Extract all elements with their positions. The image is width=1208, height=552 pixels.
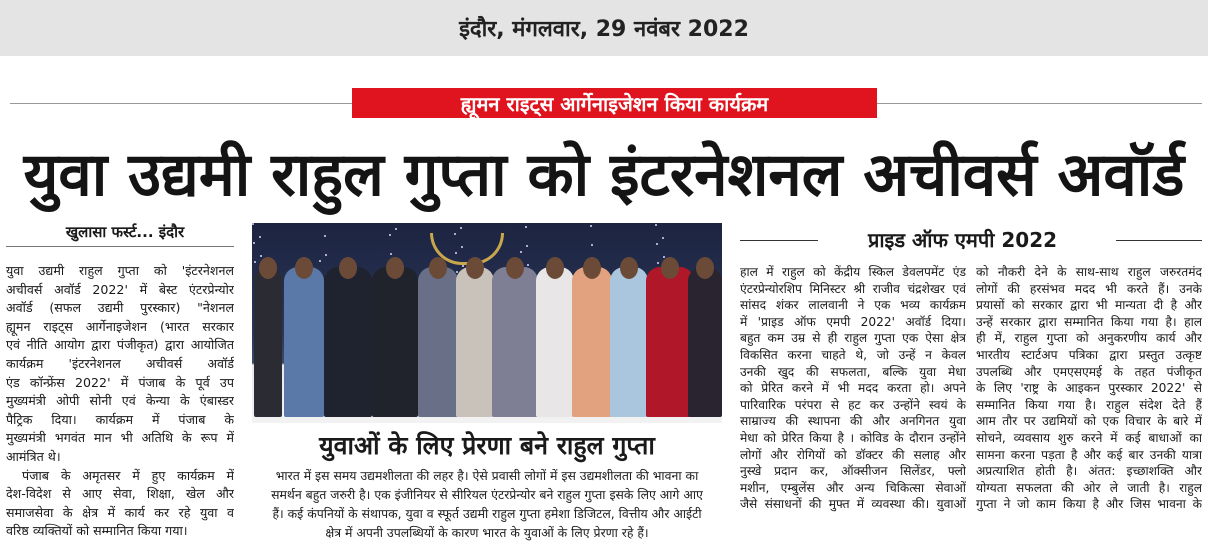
text-line: विकसित करना चाहते थे, जो उन्हें न केवल xyxy=(740,347,966,362)
text-line: एंड कॉन्फ्रेंस 2022' में पंजाब के पूर्व उप xyxy=(6,374,234,390)
left-column xyxy=(6,262,234,541)
text-line: अवॉर्ड (सफल उद्यमी पुरस्कार) "नेशनल xyxy=(6,300,234,316)
person-head xyxy=(620,257,638,279)
text-line: उनकी खुद की सफलता, बल्कि युवा मेधा xyxy=(740,364,966,379)
star-sparkle xyxy=(389,234,391,236)
text-line: क्षेत्र में अपनी उपलब्धियों के कारण भारत के युवाओं के लिए प्रेरणा रहे हैं। xyxy=(325,525,649,540)
person-head xyxy=(259,257,277,279)
text-line: लोगों की हरसंभव मदद भी करते हैं। उनके xyxy=(976,281,1202,296)
text-line: उपलब्धि और एमएसएमई के तहत पंजीकृत xyxy=(976,364,1202,379)
person-head xyxy=(386,257,404,279)
star-sparkle xyxy=(390,253,392,255)
text-line: ही में, राहुल गुप्ता को अनुकरणीय कार्य और xyxy=(976,331,1202,346)
star-sparkle xyxy=(462,265,464,267)
dateline-band xyxy=(0,0,1208,56)
text-line: लोगों और रोगियों को डॉक्टर की सलाह और xyxy=(740,447,966,462)
star-sparkle xyxy=(254,261,256,263)
photo-subheadline: युवाओं के लिए प्रेरणा बने राहुल गुप्ता xyxy=(319,431,655,460)
person-head xyxy=(506,257,524,279)
text-line: युवा उद्यमी राहुल गुप्ता को 'इंटरनेशनल xyxy=(6,263,234,278)
person-head xyxy=(295,257,313,279)
star-sparkle xyxy=(520,251,522,253)
star-sparkle xyxy=(252,223,254,225)
text-line: पारिवारिक परंपरा से हट कर उन्होंने स्वयं के xyxy=(740,397,966,412)
star-sparkle xyxy=(590,225,592,227)
text-line: के लिए 'राष्ट्र के आइकन पुरस्कार 2022' से xyxy=(976,381,1202,396)
text-line: एवं नीति आयोग द्वारा पंजीकृत) द्वारा आयोजित xyxy=(6,337,234,353)
text-line: को नौकरी देने के साथ-साथ राहुल जरुरतमंद xyxy=(976,265,1202,279)
person-head xyxy=(661,257,679,279)
text-line: प्रयासों को सरकार द्वारा भी मान्यता दी है और xyxy=(976,298,1202,313)
text-line: मशीन, एम्बुलेंस और अन्य चिकित्सा सेवाओं xyxy=(740,480,966,495)
person-figure xyxy=(536,267,574,417)
star-sparkle xyxy=(253,242,255,244)
star-sparkle xyxy=(526,245,528,247)
text-line: वरिष्ठ व्यक्तियों को सम्मानित किया गया। xyxy=(6,523,188,539)
star-sparkle xyxy=(324,235,326,237)
photo-body xyxy=(252,466,722,542)
text-line: आम तौर पर उद्यमियों को एक विचार के बारे में xyxy=(976,414,1202,429)
star-sparkle xyxy=(527,264,529,266)
person-head xyxy=(429,257,447,279)
text-line: भारतीय स्टार्टअप पत्रिका द्वारा प्रस्तुत उत्कृष्ट xyxy=(976,347,1202,362)
star-sparkle xyxy=(319,260,321,262)
person-figure xyxy=(372,267,418,417)
text-line: अचीवर्स अवॉर्ड 2022' में बेस्ट एंटरप्रेन्योर xyxy=(6,281,234,297)
person-figure xyxy=(610,267,648,417)
person-figure xyxy=(646,267,694,417)
person-head xyxy=(466,257,484,279)
star-sparkle xyxy=(260,255,262,257)
text-line: उन्हें सरकार द्वारा सम्मानित किया गया है। हाल xyxy=(976,314,1202,329)
text-line: जैसे संसाधनों की मुफ्त में व्यवस्था की। युवाओं xyxy=(740,497,966,512)
right-column-2 xyxy=(976,264,1202,513)
text-line: देश-विदेश से आए सेवा, शिक्षा, खेल और xyxy=(6,486,234,502)
dateline: इंदौर, मंगलवार, 29 नवंबर 2022 xyxy=(459,17,749,42)
right-column-1 xyxy=(740,264,966,513)
star-sparkle xyxy=(591,244,593,246)
text-line: आमंत्रित थे। xyxy=(6,448,61,464)
text-line: समाजसेवा के क्षेत्र में कार्य कर रहे युवा व xyxy=(6,504,234,520)
text-line: सामना करना पड़ता है और कई बार उनकी यात्रा xyxy=(976,447,1202,462)
text-line: साम्राज्य की स्थापना की और अनगिनत युवा xyxy=(740,414,966,429)
star-sparkle xyxy=(662,237,664,239)
event-photo xyxy=(252,223,722,423)
headline: युवा उद्यमी राहुल गुप्ता को इंटरनेशनल अचीवर्स अवॉर्ड xyxy=(23,140,1185,210)
text-line: भारत में इस समय उद्यमशीलता की लहर है। ऐसे प्रवासी लोगों में इस उद्यमशीलता की भावना का xyxy=(275,468,699,483)
divider xyxy=(6,246,234,247)
kicker-text: ह्यूमन राइट्स आर्गेनाइजेशन किया कार्यक्रम xyxy=(460,91,769,116)
text-line: हैं। कई कंपनियों के संथापक, युवा व स्फूर्त उद्यमी राहुल गुप्ता हमेशा डिजिटल, वित्तीय और आईटी xyxy=(272,506,702,521)
star-sparkle xyxy=(656,243,658,245)
text-line: सांसद शंकर लालवानी ने एक भव्य कार्यक्रम xyxy=(740,298,966,313)
text-line: मुख्यमंत्री ओपी सोनी एवं केन्या के एंबास्डर xyxy=(6,393,234,409)
star-sparkle xyxy=(460,227,462,229)
text-line: में 'प्राइड ऑफ एमपी 2022' अवॉर्ड दिया। xyxy=(740,314,966,329)
star-sparkle xyxy=(325,254,327,256)
section-heading: प्राइड ऑफ एमपी 2022 xyxy=(867,228,1058,252)
star-sparkle xyxy=(395,228,397,230)
text-line: अप्रत्याशित होती है। अंतत: इच्छाशक्ति और xyxy=(976,464,1202,479)
star-sparkle xyxy=(657,262,659,264)
text-line: एंटरप्रेन्योरशिप मिनिस्टर श्री राजीव चंद्रशेखर एवं xyxy=(740,281,966,296)
text-line: मुख्यमंत्री भगवंत मान भी अतिथि के रूप में xyxy=(6,430,234,446)
person-head xyxy=(696,257,714,279)
text-line: बहुत कम उम्र से ही राहुल गुप्ता एक ऐसा क्षेत्र xyxy=(740,331,966,346)
person-figure xyxy=(324,267,372,417)
text-line: मेधा को प्रेरित किया है । कोविड के दौरान उन्होंने xyxy=(740,430,966,445)
person-figure xyxy=(688,267,722,417)
star-sparkle xyxy=(259,236,261,238)
person-figure xyxy=(456,267,494,417)
byline: खुलासा फर्स्ट... इंदौर xyxy=(65,223,185,241)
star-sparkle xyxy=(461,246,463,248)
divider xyxy=(1116,240,1202,241)
person-head xyxy=(546,257,564,279)
text-line: समर्थन बहुत जरुरी है। एक इंजीनियर से सीरियल एंटरप्रेन्योर बने राहुल गुप्ता इसके लिए आगे आए xyxy=(271,487,703,502)
text-line: योग्यता सफलता की ओर ले जाती है। राहुल xyxy=(976,480,1202,495)
text-line: पैट्रिक दिया। कार्यक्रम में पंजाब के xyxy=(6,411,234,427)
kicker-banner xyxy=(352,88,877,118)
divider xyxy=(10,103,352,104)
text-line: हाल में राहुल को केंद्रीय स्किल डेवलपमेंट एंड xyxy=(740,265,966,279)
person-figure xyxy=(492,267,538,417)
star-sparkle xyxy=(455,252,457,254)
text-line: को प्रेरित करने में भी मदद करता हो। अपने xyxy=(740,381,966,396)
person-figure xyxy=(254,267,282,417)
divider xyxy=(877,103,1202,104)
text-line: नुस्खे प्रदान कर, ऑक्सीजन सिलेंडर, फ्लो xyxy=(740,464,966,479)
person-figure xyxy=(572,267,612,417)
star-sparkle xyxy=(454,233,456,235)
text-line: सोचने, व्यवसाय शुरु करने में कई बाधाओं का xyxy=(976,430,1202,445)
person-head xyxy=(339,257,357,279)
text-line: सम्मानित किया गया है। राहुल संदेश देते हैं xyxy=(976,397,1202,412)
text-line: गुप्ता ने जो काम किया है और जिस भावना के xyxy=(976,497,1202,512)
person-figure xyxy=(284,267,324,417)
divider xyxy=(740,240,818,241)
star-sparkle xyxy=(525,226,527,228)
star-sparkle xyxy=(655,224,657,226)
text-line: पंजाब के अमृतसर में हुए कार्यक्रम में xyxy=(22,467,234,483)
person-figure xyxy=(418,267,458,417)
person-head xyxy=(583,257,601,279)
text-line: कार्यक्रम 'इंटरनेशनल अचीवर्स अवॉर्ड xyxy=(6,355,234,371)
text-line: ह्यूमन राइट्स आर्गेनाइजेशन (भारत सरकार xyxy=(6,318,234,334)
